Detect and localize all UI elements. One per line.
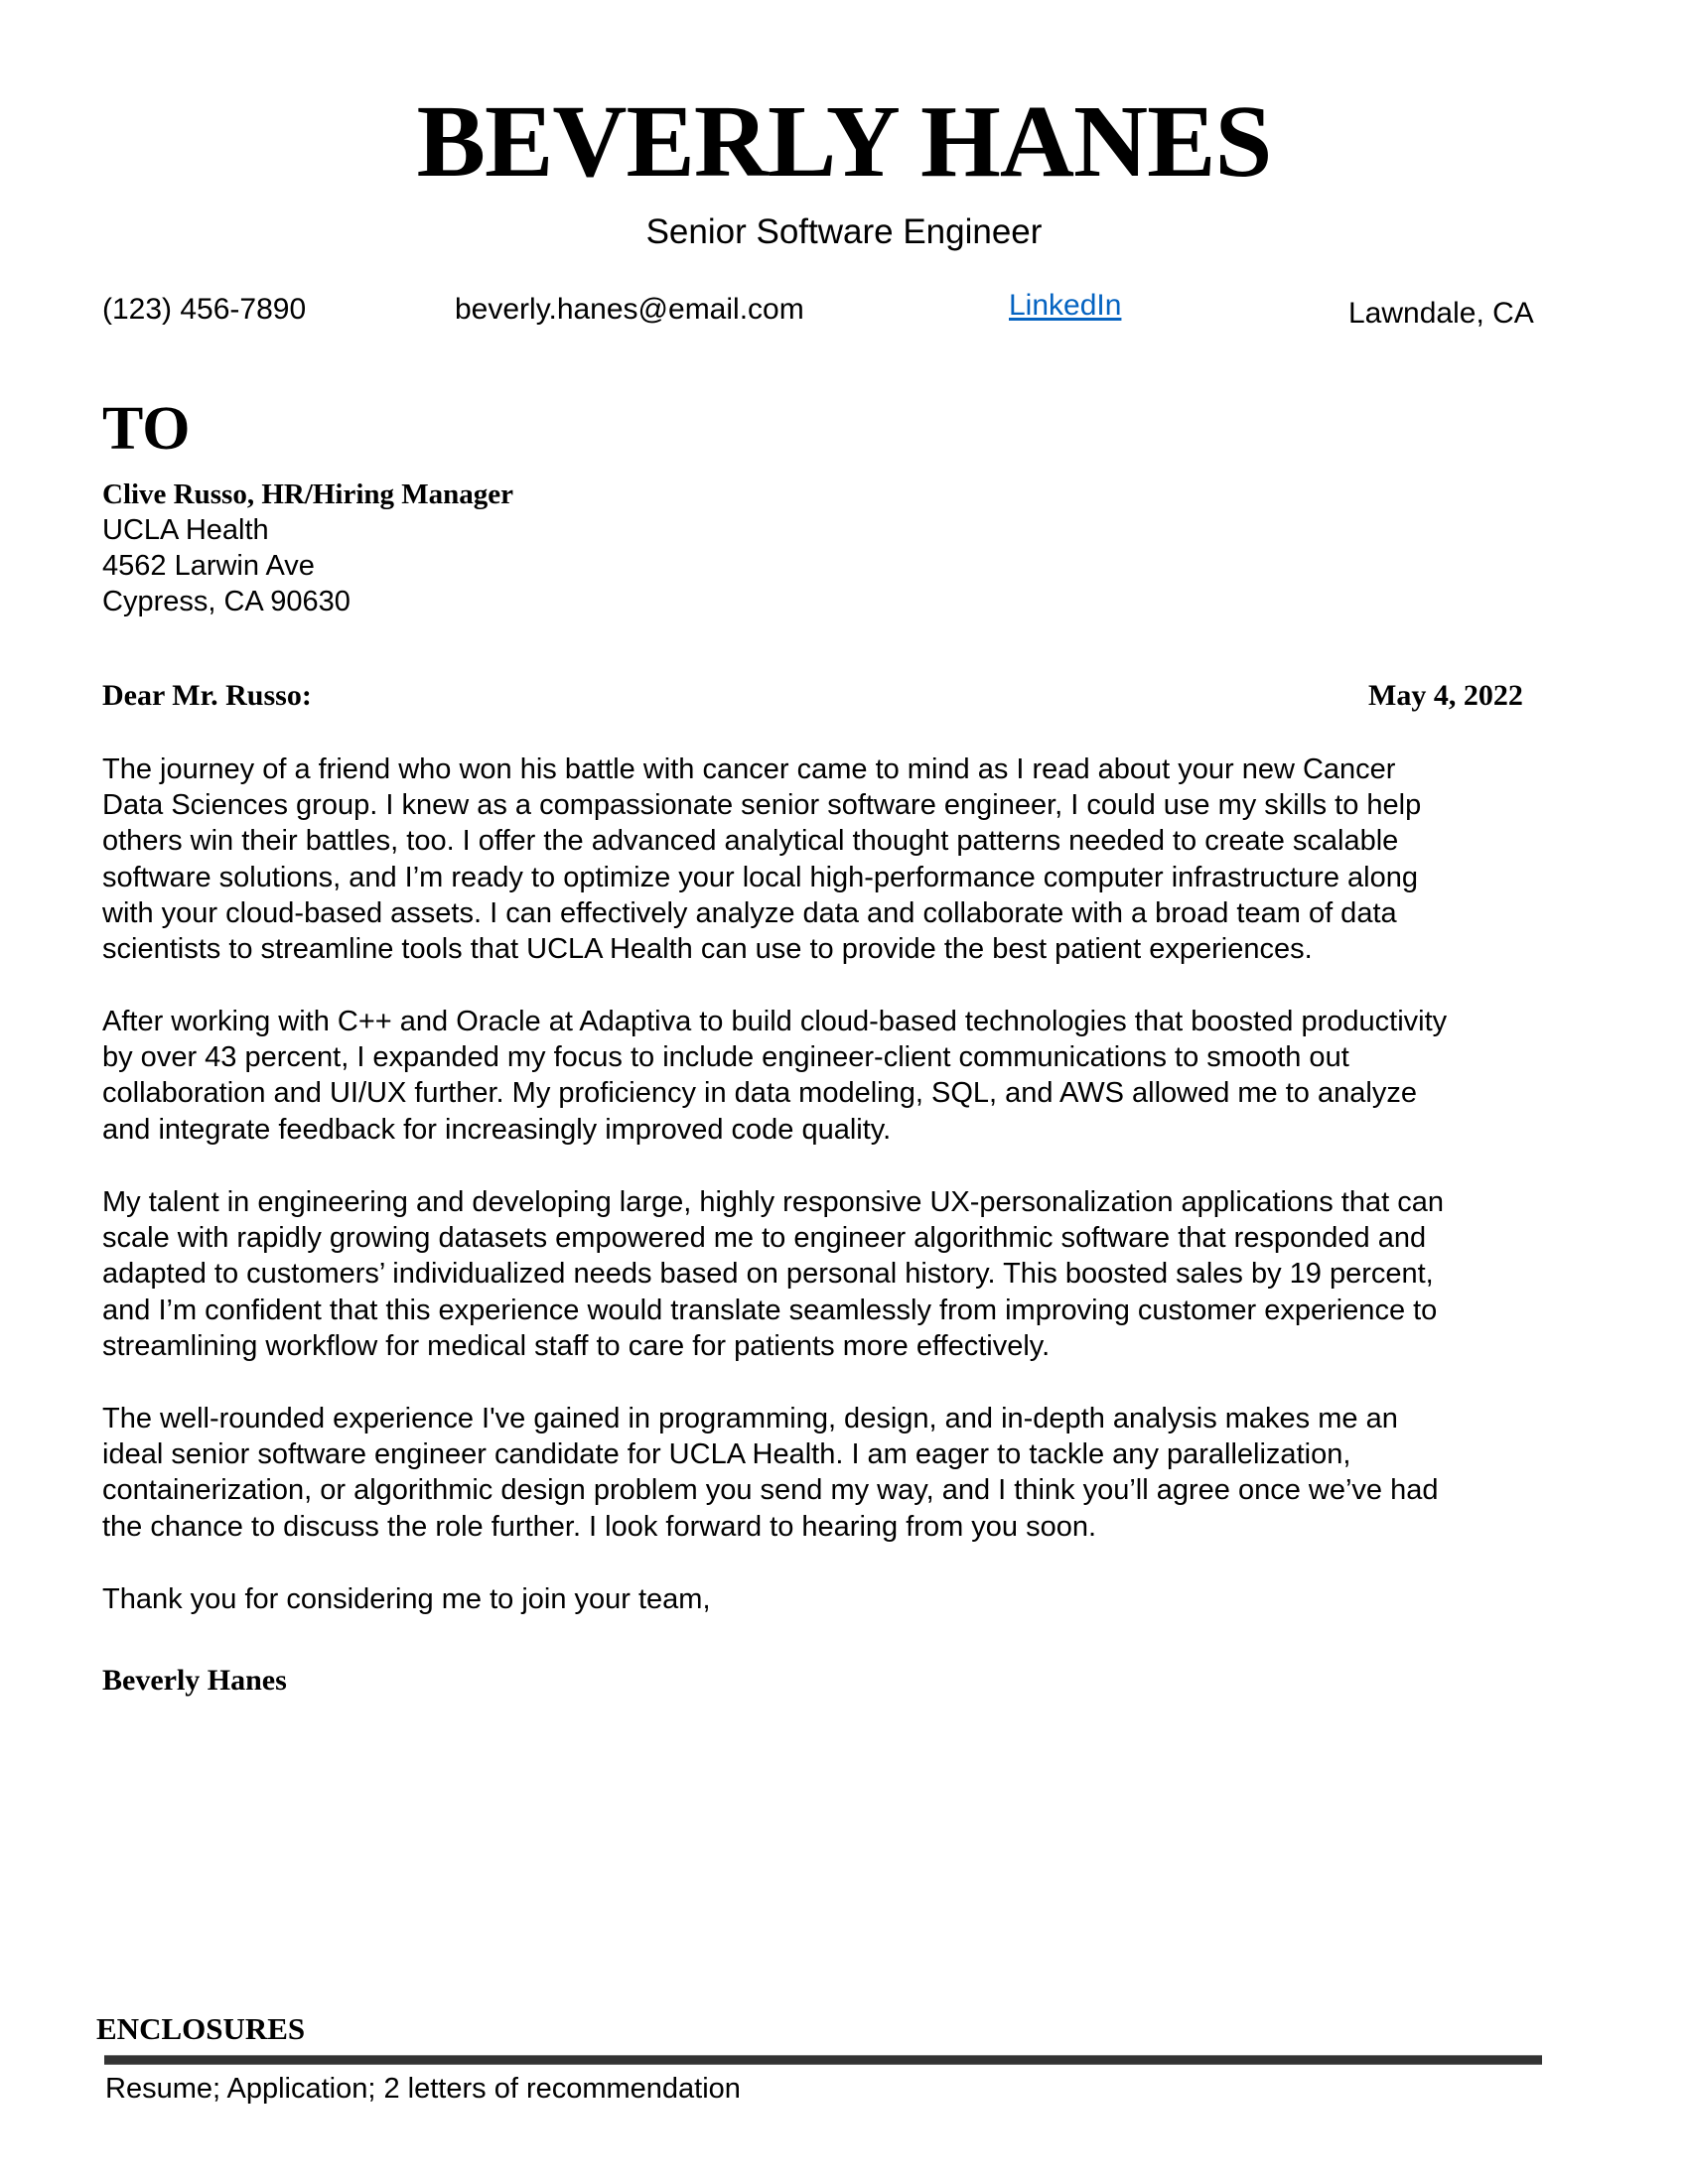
to-heading: TO xyxy=(102,395,191,463)
paragraph-line: The journey of a friend who won his battle with cancer came to mind as I read about your new Cancer xyxy=(102,753,1396,785)
paragraph-line: streamlining workflow for medical staff to care for patients more effectively. xyxy=(102,1329,1051,1362)
paragraph-line: and integrate feedback for increasingly improved code quality. xyxy=(102,1113,892,1146)
paragraph-line: After working with C++ and Oracle at Adaptiva to build cloud-based technologies that boosted productivity xyxy=(102,1006,1448,1037)
paragraph-line: scale with rapidly growing datasets empowered me to engineer algorithmic software that responded and xyxy=(102,1222,1427,1255)
paragraph-line: scientists to streamline tools that UCLA Health can use to provide the best patient experiences. xyxy=(102,933,1313,966)
paragraph-line: containerization, or algorithmic design problem you send my way, and I think you’ll agree once we’ve had xyxy=(102,1474,1439,1507)
closing-line: Thank you for considering me to join your team, xyxy=(102,1583,711,1615)
paragraph-line: My talent in engineering and developing large, highly responsive UX-personalization applications that can xyxy=(102,1186,1444,1218)
body-paragraph xyxy=(102,1401,1597,1545)
section-divider xyxy=(104,2055,1542,2065)
recipient-street: 4562 Larwin Ave xyxy=(102,550,315,582)
paragraph-line: others win their battles, too. I offer the advanced analytical thought patterns needed to create scalable xyxy=(102,825,1399,858)
enclosures-list: Resume; Application; 2 letters of recommendation xyxy=(105,2073,741,2105)
paragraph-line: and I’m confident that this experience would translate seamlessly from improving customer experience to xyxy=(102,1294,1438,1326)
paragraph-line: the chance to discuss the role further. I look forward to hearing from you soon. xyxy=(102,1510,1097,1543)
body-paragraph xyxy=(102,1004,1597,1148)
recipient-city: Cypress, CA 90630 xyxy=(102,586,351,617)
phone-number: (123) 456-7890 xyxy=(102,293,307,326)
recipient-organization: UCLA Health xyxy=(102,514,269,546)
paragraph-line: by over 43 percent, I expanded my focus to include engineer-client communications to smooth out xyxy=(102,1041,1349,1074)
signature: Beverly Hanes xyxy=(102,1664,287,1697)
body-paragraph xyxy=(102,751,1597,967)
recipient-name: Clive Russo, HR/Hiring Manager xyxy=(102,478,514,510)
enclosures-heading: ENCLOSURES xyxy=(96,2011,306,2046)
location: Lawndale, CA xyxy=(1348,297,1534,330)
salutation: Dear Mr. Russo: xyxy=(102,679,312,712)
email-address: beverly.hanes@email.com xyxy=(455,293,804,326)
linkedin-link[interactable]: LinkedIn xyxy=(1009,289,1122,322)
paragraph-line: The well-rounded experience I've gained in programming, design, and in-depth analysis makes me an xyxy=(102,1403,1398,1434)
paragraph-line: ideal senior software engineer candidate for UCLA Health. I am eager to tackle any parallelization, xyxy=(102,1438,1351,1471)
job-title: Senior Software Engineer xyxy=(645,212,1043,251)
paragraph-line: software solutions, and I’m ready to optimize your local high-performance computer infrastructure along xyxy=(102,861,1418,893)
paragraph-line: Data Sciences group. I knew as a compassionate senior software engineer, I could use my skills to help xyxy=(102,789,1422,822)
paragraph-line: adapted to customers’ individualized needs based on personal history. This boosted sales by 19 percent, xyxy=(102,1258,1434,1291)
letter-date: May 4, 2022 xyxy=(1368,679,1523,712)
applicant-name: BEVERLY HANES xyxy=(416,84,1272,199)
body-paragraph xyxy=(102,1184,1597,1364)
paragraph-line: with your cloud-based assets. I can effectively analyze data and collaborate with a broad team of data xyxy=(102,896,1397,929)
paragraph-line: collaboration and UI/UX further. My proficiency in data modeling, SQL, and AWS allowed me to analyze xyxy=(102,1077,1417,1110)
